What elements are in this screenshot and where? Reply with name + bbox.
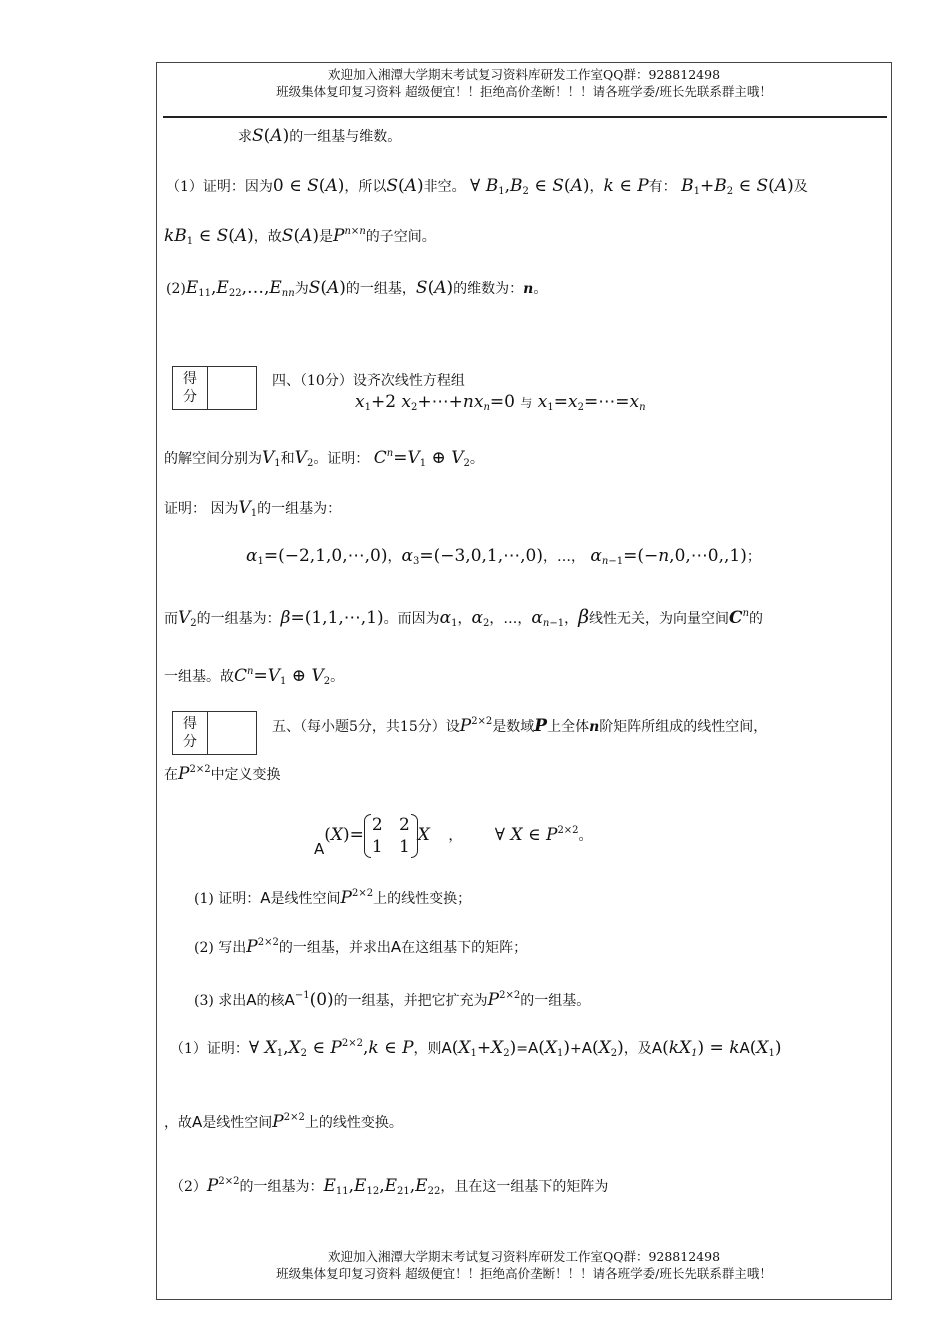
score-box-q5: 得 分 bbox=[172, 711, 257, 755]
q4-equations: $x_1+2$ $x_2+\cdots+nx_n=0$ 与 $x_1=x_2=\cdots=x_n$ bbox=[355, 392, 646, 413]
q5-definition: A(X)= 2 2 1 1 X ， ∀ X ∈ $P^{2\times 2}$。 bbox=[314, 815, 593, 858]
p3-part1-line2: $kB_1$ ∈ S(A)，故S(A)是$P^{n\times n}$的子空间。 bbox=[164, 226, 436, 247]
q5-answer-1-conclusion: ，故A是线性空间$P^{2\times 2}$上的线性变换。 bbox=[164, 1112, 403, 1132]
header-line-1: 欢迎加入湘潭大学期末考试复习资料库研发工作室QQ群：928812498 bbox=[327, 67, 721, 82]
q4-basis-v1: $\alpha_1=(-2,1,0,\cdots,0)$，$\alpha_3=(-3,0,1,\cdots,0)$，…， $\alpha_{n-1}=(-n,0,\cdots 0,,1)$； bbox=[246, 546, 761, 567]
page-footer bbox=[156, 1248, 892, 1282]
q5-item-3: (3) 求出A的核$A^{-1}(0)$的一组基，并把它扩充为$P^{2\times 2}$的一组基。 bbox=[194, 990, 591, 1010]
q5-title: 五、（每小题5分，共15分）设$P^{2\times 2}$是数域P上全体n阶矩阵所组成的线性空间， bbox=[272, 716, 768, 736]
footer-line-2: 班级集体复印复习资料 超级便宜！！拒绝高价垄断！！！请各班学委/班长先联系群主哦！ bbox=[276, 1266, 772, 1281]
q5-line2: 在$P^{2\times 2}$中定义变换 bbox=[164, 764, 281, 784]
q5-answer-1: （1）证明：∀ $X_1,X_2$ ∈ $P^{2\times 2},k$ ∈ P，则$A(X_1+X_2)=A(X_1)+A(X_2)$，及$A(kX_1) = kA(X_1)$ bbox=[170, 1038, 782, 1059]
header-line-2: 班级集体复印复习资料 超级便宜！！拒绝高价垄断！！！请各班学委/班长先联系群主哦！ bbox=[276, 84, 772, 99]
q5-answer-2: $(2)P^{2\times 2}$的一组基为：$E_{11},E_{12},E_{21},E_{22}$，且在这一组基下的矩阵为 bbox=[170, 1176, 609, 1197]
page-header bbox=[156, 66, 892, 100]
p3-part1-line1: （1）证明：因为0 ∈ S(A)，所以S(A)非空。 ∀ $B_1,B_2$ ∈ S(A)，k ∈ P有： $B_1+B_2$ ∈ S(A)及 bbox=[166, 176, 808, 197]
q4-proof-line: 证明： 因为$V_1$的一组基为： bbox=[164, 498, 342, 519]
q4-line6: 一组基。故$C^n=V_1$ ⊕ $V_2$。 bbox=[164, 666, 345, 687]
footer-line-1: 欢迎加入湘潭大学期末考试复习资料库研发工作室QQ群：928812498 bbox=[327, 1249, 721, 1264]
p3-ask: 求S(A)的一组基与维数。 bbox=[238, 126, 402, 146]
q5-item-1: (1) 证明：A是线性空间$P^{2\times 2}$上的线性变换； bbox=[194, 888, 472, 908]
q4-line2: 的解空间分别为$V_1$和$V_2$。证明： $C^n=V_1$ ⊕ $V_2$。 bbox=[164, 448, 484, 469]
q4-line5: 而$V_2$的一组基为：β=(1,1,⋯,1)。而因为$\alpha_1$，$\alpha_2$，…，$\alpha_{n-1}$，β线性无关，为向量空间$C^n$的 bbox=[164, 606, 764, 629]
p3-part2: $(2)E_{11},E_{22},\dots,E_{nn}$为S(A)的一组基，S(A)的维数为：n。 bbox=[166, 278, 548, 299]
transform-matrix: 2 2 1 1 bbox=[364, 814, 418, 858]
score-box-q4: 得 分 bbox=[172, 366, 257, 410]
header-rule bbox=[163, 116, 887, 118]
q4-title: 四、（10分）设齐次线性方程组 bbox=[272, 373, 465, 389]
q5-item-2: (2) 写出$P^{2\times 2}$的一组基，并求出A在这组基下的矩阵； bbox=[194, 937, 528, 957]
